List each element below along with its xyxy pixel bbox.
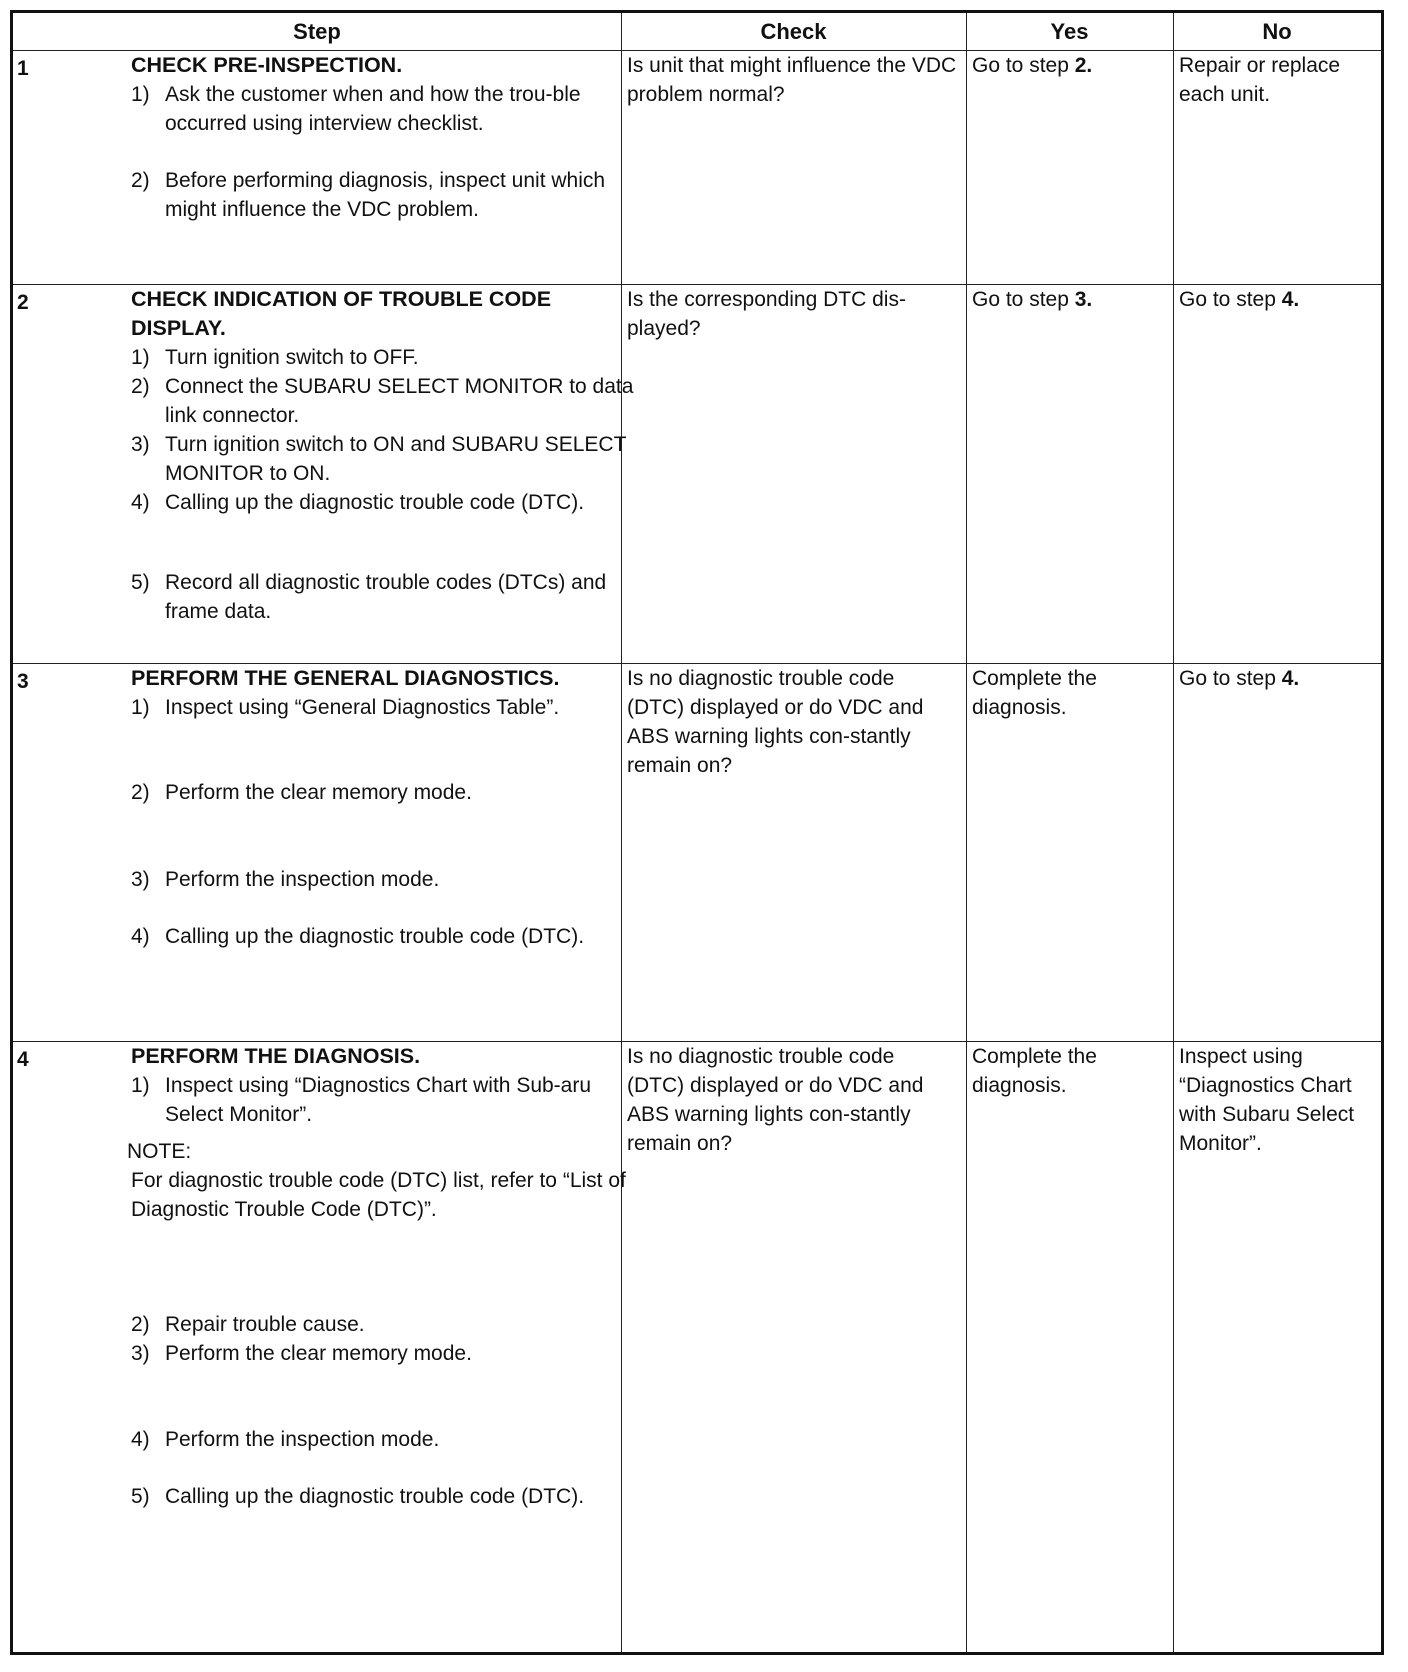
substep-text: Calling up the diagnostic trouble code (DTC). [165, 1485, 585, 1508]
substep-number: 1) [131, 696, 150, 719]
step-title: CHECK PRE-INSPECTION. [131, 53, 403, 77]
note-text: For diagnostic trouble code (DTC) list, refer to “List of Diagnostic Trouble Code (DTC)”. [131, 1169, 626, 1221]
table-row [13, 663, 1381, 1041]
substep-text: Repair trouble cause. [165, 1313, 365, 1336]
substep-number: 2) [131, 781, 150, 804]
diagnostic-table [10, 10, 1384, 1655]
header-check: Check [760, 19, 827, 44]
no-cell [1179, 663, 1379, 693]
substep-text: Inspect using “General Diagnostics Table”. [165, 696, 560, 719]
substep [131, 343, 635, 372]
no-cell: Inspect using “Diagnostics Chart with Subaru Select Monitor”. [1179, 1045, 1355, 1155]
step-number: 4 [17, 1048, 29, 1071]
check-cell: Is the corresponding DTC dis-played? [627, 288, 906, 340]
substep [131, 488, 635, 517]
step-title: PERFORM THE GENERAL DIAGNOSTICS. [131, 666, 560, 690]
substep-text: Inspect using “Diagnostics Chart with Sub-aru Select Monitor”. [165, 1074, 592, 1126]
table-row [13, 284, 1381, 663]
substep [131, 1071, 635, 1129]
substep [131, 1310, 635, 1339]
yes-text: Go to step [972, 54, 1075, 77]
yes-cell [972, 50, 1172, 80]
substep [131, 430, 635, 488]
substep-text: Perform the clear memory mode. [165, 781, 472, 804]
header-step: Step [293, 19, 341, 44]
substep-number: 4) [131, 491, 150, 514]
step-cell [127, 1041, 635, 1511]
substep-text: Calling up the diagnostic trouble code (DTC). [165, 925, 585, 948]
substep-text: Turn ignition switch to OFF. [165, 346, 419, 369]
substep [131, 80, 635, 138]
substep [131, 778, 635, 807]
step-number: 1 [17, 57, 29, 80]
substep-number: 1) [131, 83, 150, 106]
substep-number: 2) [131, 1313, 150, 1336]
no-step-ref: 4. [1281, 667, 1300, 690]
substep [131, 922, 635, 951]
yes-step-ref: 2. [1074, 54, 1093, 77]
no-cell: Repair or replace each unit. [1179, 54, 1341, 106]
substep-text: Calling up the diagnostic trouble code (DTC). [165, 491, 585, 514]
table-row [13, 50, 1381, 284]
substep-text: Before performing diagnosis, inspect unit which might influence the VDC problem. [165, 169, 606, 221]
substep-text: Perform the inspection mode. [165, 868, 440, 891]
substep [131, 693, 635, 722]
substep-text: Ask the customer when and how the trou-ble occurred using interview checklist. [165, 83, 581, 135]
substep-text: Perform the clear memory mode. [165, 1342, 472, 1365]
substep [131, 865, 635, 894]
substep-text: Record all diagnostic trouble codes (DTCs) and frame data. [165, 571, 607, 623]
header-yes: Yes [1050, 19, 1089, 44]
substep [131, 166, 635, 224]
step-title: PERFORM THE DIAGNOSIS. [131, 1044, 421, 1068]
step-title: CHECK INDICATION OF TROUBLE CODE DISPLAY. [131, 287, 552, 340]
no-cell [1179, 284, 1379, 314]
substep-number: 3) [131, 1342, 150, 1365]
note-label: NOTE: [127, 1140, 192, 1163]
check-cell: Is no diagnostic trouble code (DTC) displayed or do VDC and ABS warning lights con-stantly remain on? [627, 1045, 924, 1155]
check-cell: Is unit that might influence the VDC problem normal? [627, 54, 957, 106]
substep-text: Connect the SUBARU SELECT MONITOR to data link connector. [165, 375, 634, 427]
step-number: 2 [17, 291, 29, 314]
substep-number: 2) [131, 375, 150, 398]
substep [131, 1425, 635, 1454]
substep [131, 372, 635, 430]
no-step-ref: 4. [1281, 288, 1300, 311]
substep-number: 4) [131, 925, 150, 948]
substep-number: 1) [131, 346, 150, 369]
yes-step-ref: 3. [1074, 288, 1093, 311]
step-cell [131, 284, 635, 626]
substep-number: 3) [131, 868, 150, 891]
yes-cell [972, 284, 1172, 314]
substep-number: 4) [131, 1428, 150, 1451]
substep [131, 1339, 635, 1368]
no-text: Go to step [1179, 288, 1282, 311]
substep [131, 568, 635, 626]
yes-cell: Complete the diagnosis. [972, 1045, 1097, 1097]
substep [131, 1482, 635, 1511]
yes-cell: Complete the diagnosis. [972, 667, 1097, 719]
no-text: Go to step [1179, 667, 1282, 690]
header-no: No [1262, 19, 1292, 44]
substep-number: 3) [131, 433, 150, 456]
substep-number: 1) [131, 1074, 150, 1097]
step-cell [131, 50, 635, 224]
check-cell: Is no diagnostic trouble code (DTC) displayed or do VDC and ABS warning lights con-stantly remain on? [627, 667, 924, 777]
substep-number: 5) [131, 571, 150, 594]
table-row [13, 1041, 1381, 1652]
substep-text: Perform the inspection mode. [165, 1428, 440, 1451]
substep-text: Turn ignition switch to ON and SUBARU SELECT MONITOR to ON. [165, 433, 627, 485]
substep-number: 5) [131, 1485, 150, 1508]
substep-number: 2) [131, 169, 150, 192]
step-cell [131, 663, 635, 951]
yes-text: Go to step [972, 288, 1075, 311]
step-number: 3 [17, 670, 29, 693]
